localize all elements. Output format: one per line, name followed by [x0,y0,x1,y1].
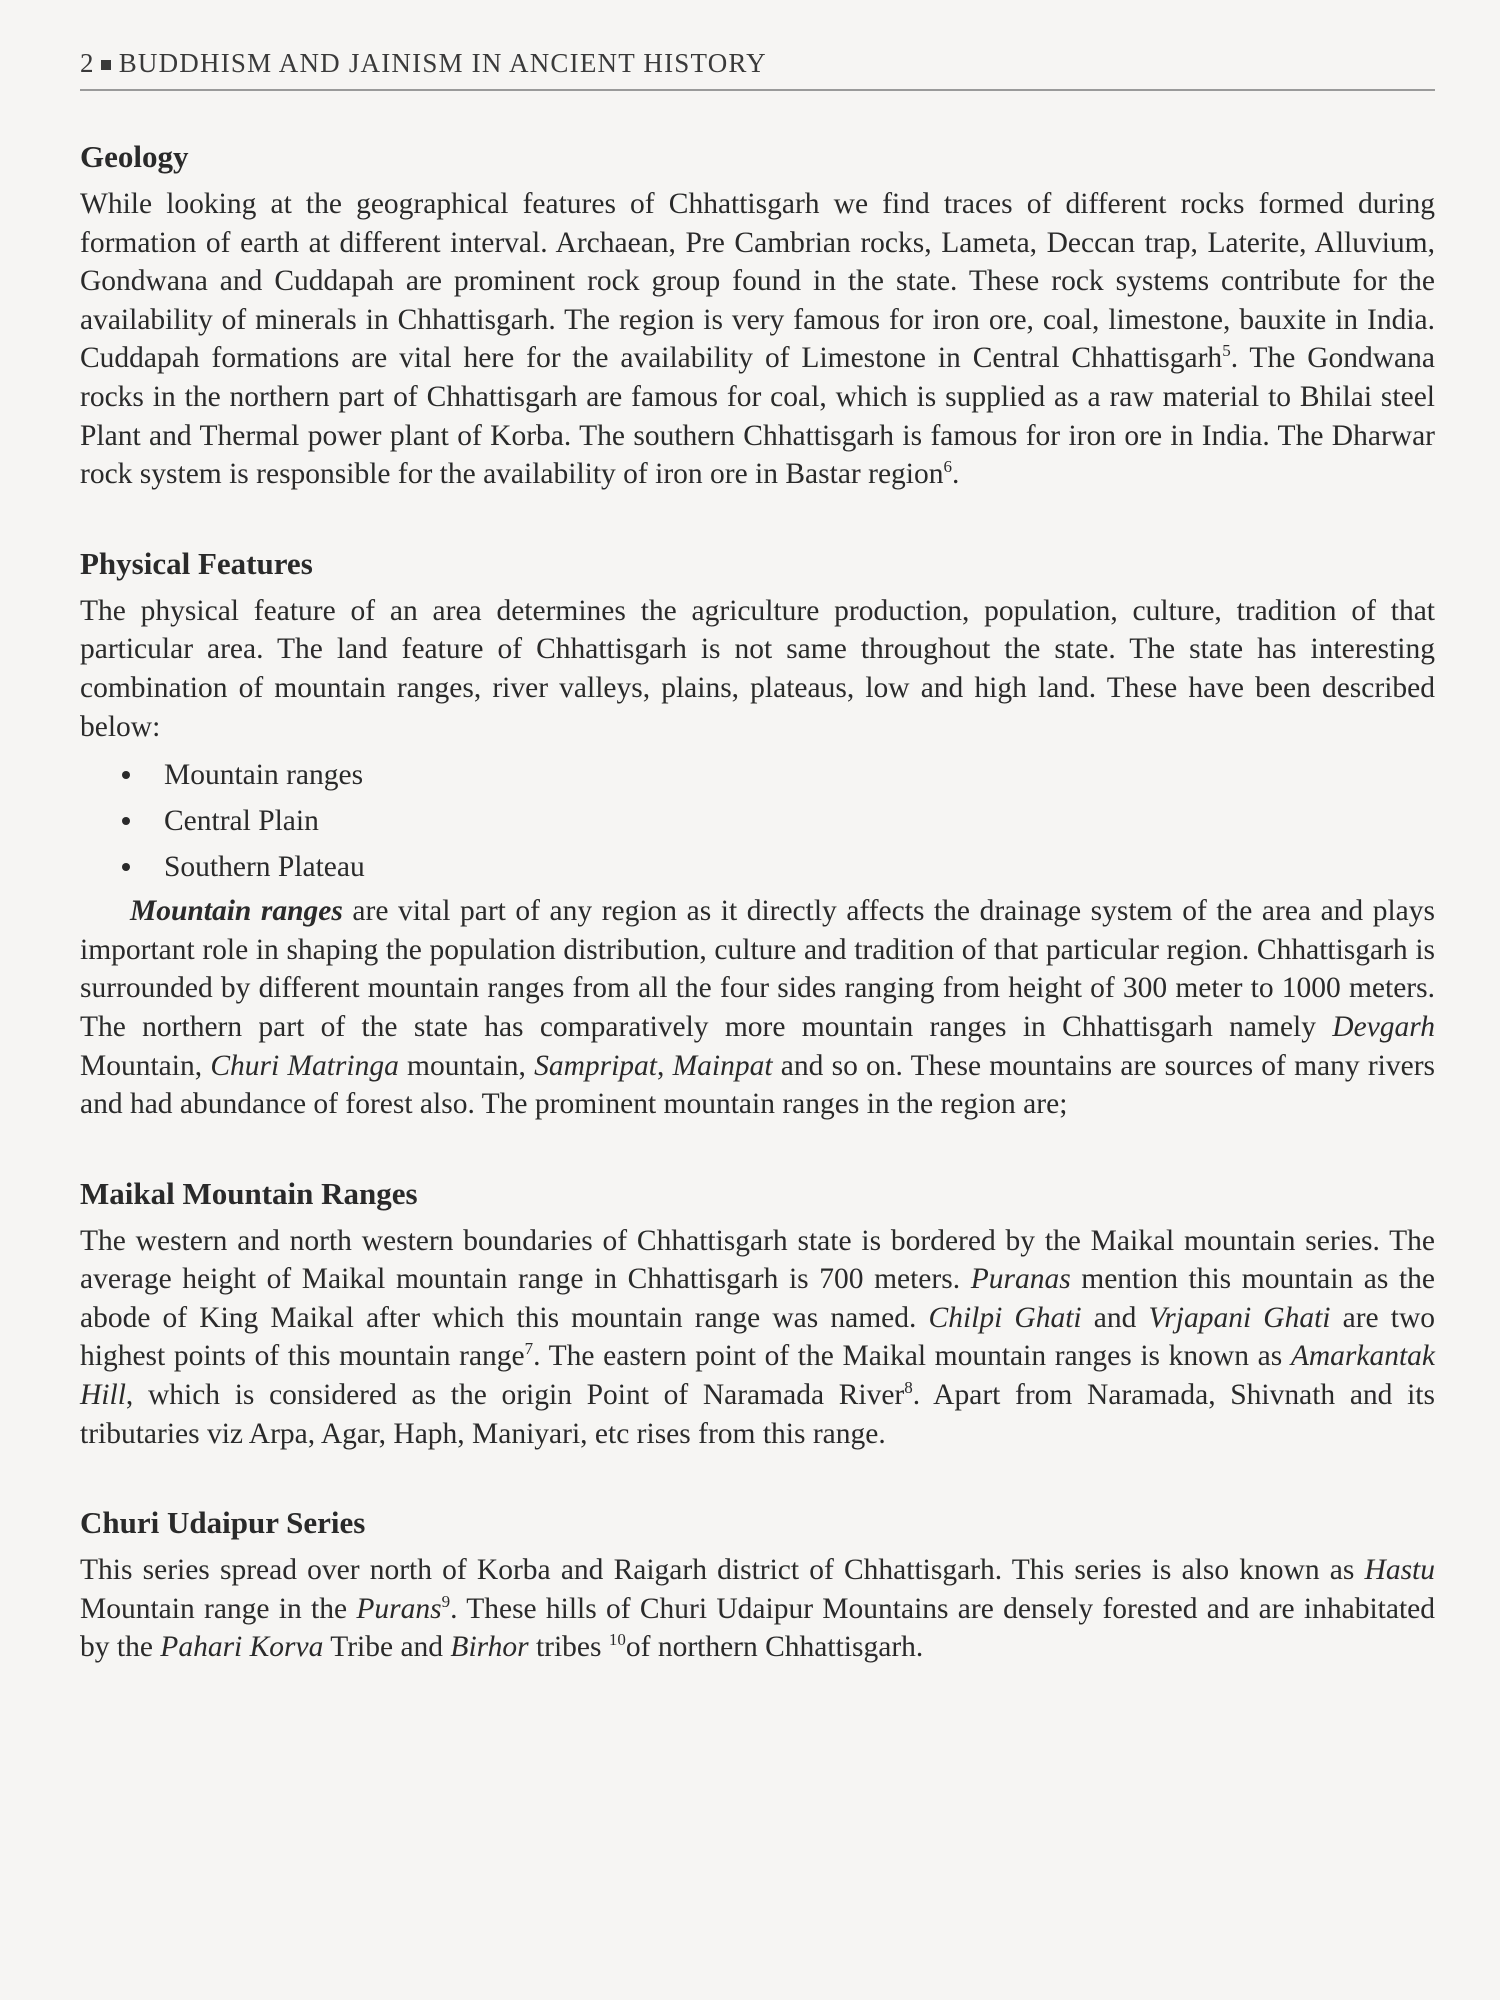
paragraph-mountain-ranges [80,892,1435,1124]
list-item-label: Southern Plateau [164,851,365,884]
text-run: While looking at the geographical features of Chhattisgarh we find traces of different rocks formed during formation of earth at different interval. Archaean, Pre Cambrian rocks, Lameta, Deccan trap, Laterite, Alluvium, Gondwana and Cuddapah are prominent rock group found in the state. These rock systems contribute for the availability of minerals in Chhattisgarh. The region is very famous for iron ore, coal, limestone, bauxite in India. Cuddapah formations are vital here for the availability of Limestone in Central Chhattisgarh [80,188,1435,375]
italic-term: Churi Matringa [210,1049,399,1082]
term-mountain-ranges: Mountain ranges [130,895,343,928]
text-run: . The Gondwana rocks in the northern part of Chhattisgarh are famous for coal, which is supplied as a raw material to Bhilai steel Plant and Thermal power plant of Korba. The southern Chhattisgarh is famous for iron ore in India. The Dharwar rock system is responsible for the availability of iron ore in Bastar region [80,342,1435,491]
text-run: Mountain, [80,1049,211,1082]
italic-term: Devgarh [1332,1010,1435,1043]
section-maikal [80,1176,1435,1454]
paragraph-physical-intro: The physical feature of an area determines the agriculture production, population, culture, tradition of that particular area. The land feature of Chhattisgarh is not same throughout the state. The state has interesting combination of mountain ranges, river valleys, plains, plateaus, low and high land. These have been described below: [80,594,1435,743]
text-run: . The eastern point of the Maikal mountain ranges is known as [533,1340,1291,1373]
heading-geology: Geology [80,139,189,174]
section-churi-udaipur [80,1505,1435,1667]
text-run: This series spread over north of Korba and Raigarh district of Chhattisgarh. This series is also known as [80,1554,1365,1587]
italic-term: Amarkantak Hill [80,1340,1435,1412]
italic-term: Purans [356,1592,442,1625]
text-run: tribes [528,1631,609,1664]
section-physical-features [80,546,1435,1124]
italic-term: Pahari Korva [160,1631,324,1664]
italic-term: Puranas [970,1263,1071,1296]
list-item-label: Mountain ranges [164,759,364,792]
bullet-icon [122,817,130,825]
running-head-title: BUDDHISM AND JAINISM IN ANCIENT HISTORY [118,48,767,78]
italic-term: Birhor [450,1631,529,1664]
italic-term: Mainpat [672,1049,773,1082]
italic-term: Vrjapani Ghati [1148,1301,1331,1334]
footnote-ref-6: 6 [943,457,952,477]
footnote-ref-10: 10 [608,1630,626,1650]
book-page [80,48,1435,1667]
paragraph-churi-udaipur [80,1551,1435,1667]
footnote-ref-9: 9 [441,1592,451,1612]
heading-churi-udaipur: Churi Udaipur Series [80,1505,366,1541]
text-run: Mountain range in the [80,1592,357,1625]
paragraph-geology [80,185,1435,494]
list-item [122,844,1435,890]
list-item-label: Central Plain [164,805,319,838]
italic-term: Hastu [1364,1554,1435,1587]
heading-maikal: Maikal Mountain Ranges [80,1175,418,1211]
footnote-ref-8: 8 [904,1378,913,1398]
bullet-list [80,752,1435,890]
text-run: . Apart from Naramada, Shivnath and its tributaries viz Arpa, Agar, Haph, Maniyari, etc rises from this range. [80,1379,1435,1450]
text-run: mention this mountain as the abode of King Maikal after which this mountain range was named. [80,1263,1435,1334]
italic-term: Chilpi Ghati [928,1301,1082,1334]
bullet-icon [122,863,130,871]
italic-term: Sampripat [534,1049,658,1082]
text-run: are vital part of any region as it directly affects the drainage system of the area and plays important role in shaping the population distribution, culture and tradition of that particular region. Chhattisgarh is surrounded by different mountain ranges from all the four sides ranging from height of 300 meter to 1000 meters. The northern part of the state has comparatively more mountain ranges in Chhattisgarh namely [80,895,1435,1043]
text-run: , [657,1049,673,1082]
text-run: of northern Chhattisgarh. [625,1631,924,1664]
text-run: are two highest points of this mountain range [80,1301,1435,1373]
text-run: . [951,458,960,491]
footnote-ref-7: 7 [524,1339,534,1359]
section-geology [80,139,1435,494]
text-run: The western and north western boundaries of Chhattisgarh state is bordered by the Maikal mountain series. The average height of Maikal mountain range in Chhattisgarh is 700 meters. [80,1224,1435,1296]
text-run: , which is considered as the origin Point of Naramada River [125,1379,905,1412]
footnote-ref-5: 5 [1222,341,1231,361]
text-run: . These hills of Churi Udaipur Mountains are densely forested and are inhabitated by the [80,1592,1435,1664]
list-item [122,752,1435,798]
heading-physical-features: Physical Features [80,545,313,581]
running-head [80,48,1435,91]
list-item [122,798,1435,844]
square-bullet-icon [101,60,111,70]
text-run: and so on. These mountains are sources of many rivers and had abundance of forest also. The prominent mountain ranges in the region are; [80,1049,1436,1121]
text-run: and [1081,1301,1149,1334]
page-number: 2 [80,48,95,78]
text-run: Tribe and [323,1631,451,1664]
paragraph-maikal [80,1222,1435,1454]
text-run: mountain, [398,1049,535,1082]
bullet-icon [122,771,130,779]
